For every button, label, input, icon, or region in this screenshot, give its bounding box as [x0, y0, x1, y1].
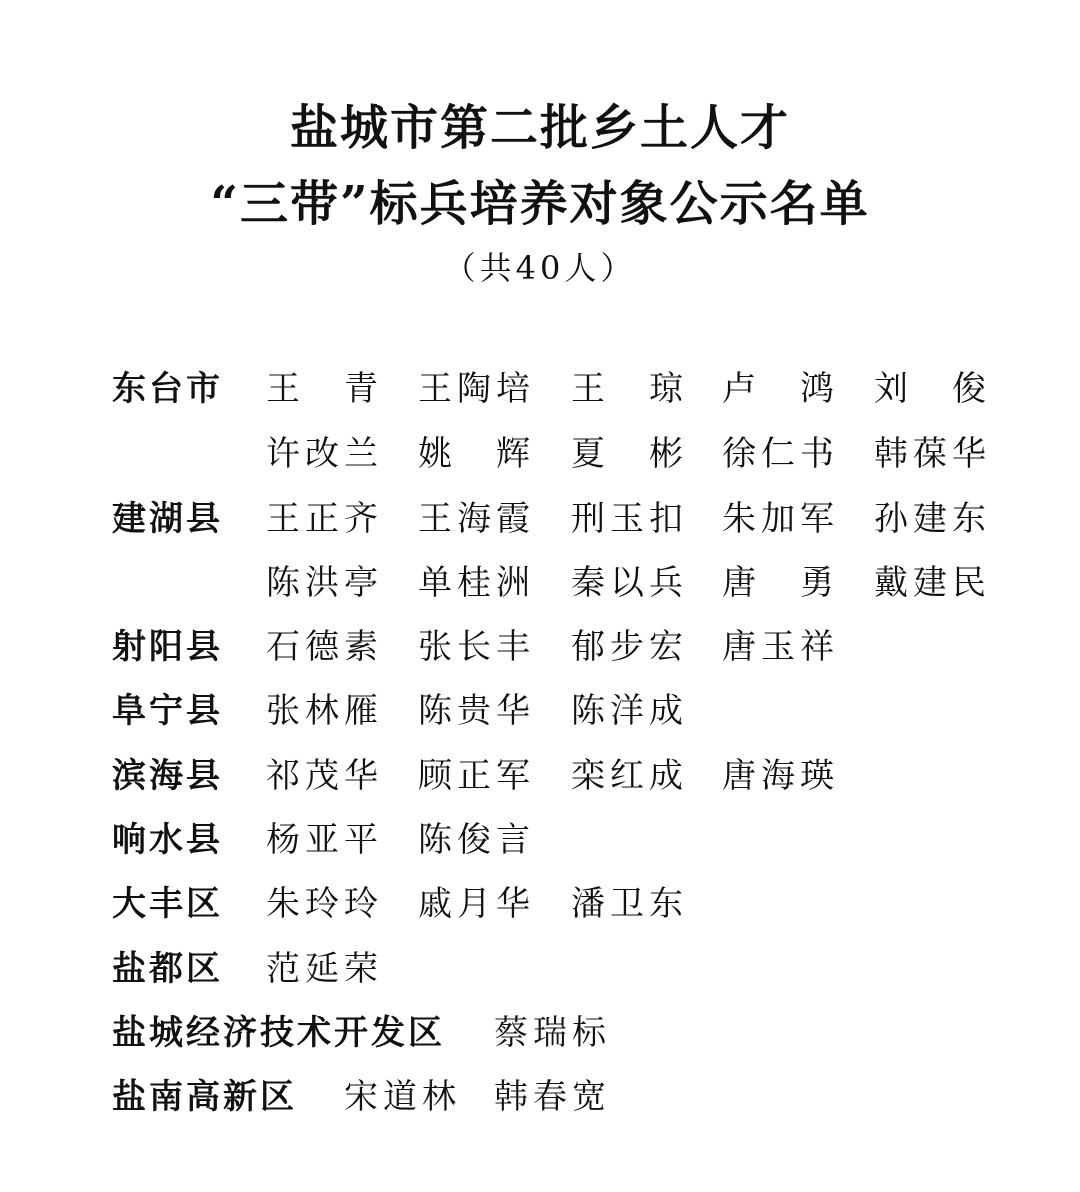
region-row-jianhu-cont: [0, 558, 1080, 608]
region-row-xiangshui: [0, 815, 1080, 865]
person-name: 卢 鸿: [722, 369, 834, 409]
person-name: 顾正军: [418, 756, 530, 796]
person-name: 唐玉祥: [722, 627, 834, 667]
person-name: 陈洪亭: [266, 563, 378, 603]
person-name: 戚月华: [418, 884, 530, 924]
person-name: 栾红成: [571, 756, 683, 796]
region-row-sheyang: [0, 622, 1080, 672]
person-name: 刑玉扣: [571, 499, 683, 539]
region-label: 射阳县: [112, 627, 223, 667]
person-name: 蔡瑞标: [494, 1013, 606, 1053]
person-name: 陈贵华: [418, 691, 530, 731]
region-row-binhai: [0, 751, 1080, 801]
region-row-dafeng: [0, 879, 1080, 929]
region-row-yandu: [0, 944, 1080, 994]
region-row-funing: [0, 686, 1080, 736]
document-title-line1: 盐城市第二批乡土人才: [289, 100, 790, 156]
person-name: 唐海瑛: [722, 756, 834, 796]
person-name: 徐仁书: [722, 434, 834, 474]
region-row-dongtai-cont: [0, 429, 1080, 479]
region-label: 建湖县: [112, 499, 223, 539]
person-name: 王 琼: [571, 369, 683, 409]
region-label: 滨海县: [112, 756, 223, 796]
person-name: 潘卫东: [571, 884, 683, 924]
region-row-jianhu: [0, 494, 1080, 544]
person-name: 张林雁: [266, 691, 378, 731]
person-name: 祁茂华: [266, 756, 378, 796]
person-name: 石德素: [266, 627, 378, 667]
person-name: 张长丰: [418, 627, 530, 667]
region-label: 盐城经济技术开发区: [112, 1013, 445, 1053]
document-title-line2: “三带”标兵培养对象公示名单: [210, 176, 870, 232]
person-name: 孙建东: [874, 499, 986, 539]
region-row-dongtai: [0, 364, 1080, 414]
person-name: 范延荣: [266, 949, 378, 989]
person-name: 唐 勇: [722, 563, 834, 603]
region-label: 盐都区: [112, 949, 223, 989]
person-name: 宋道林: [344, 1077, 456, 1117]
person-name: 秦以兵: [571, 563, 683, 603]
person-name: 刘 俊: [874, 369, 986, 409]
person-name: 夏 彬: [571, 434, 683, 474]
person-name: 王海霞: [418, 499, 530, 539]
person-name: 朱加军: [722, 499, 834, 539]
region-label: 东台市: [112, 369, 223, 409]
person-name: 韩春宽: [494, 1077, 606, 1117]
person-name: 郁步宏: [571, 627, 683, 667]
person-name: 朱玲玲: [266, 884, 378, 924]
person-name: 王陶培: [418, 369, 530, 409]
person-name: 陈洋成: [571, 691, 683, 731]
total-count: （共40人）: [443, 249, 637, 287]
person-name: 韩葆华: [874, 434, 986, 474]
region-label: 盐南高新区: [112, 1077, 297, 1117]
region-row-yannan: [0, 1072, 1080, 1122]
person-name: 王正齐: [266, 499, 378, 539]
region-label: 阜宁县: [112, 691, 223, 731]
person-name: 戴建民: [874, 563, 986, 603]
region-label: 大丰区: [112, 884, 223, 924]
person-name: 陈俊言: [418, 820, 530, 860]
person-name: 许改兰: [266, 434, 378, 474]
person-name: 王 青: [266, 369, 378, 409]
region-row-yancheng-etdz: [0, 1008, 1080, 1058]
region-label: 响水县: [112, 820, 223, 860]
person-name: 单桂洲: [418, 563, 530, 603]
person-name: 姚 辉: [418, 434, 530, 474]
person-name: 杨亚平: [266, 820, 378, 860]
